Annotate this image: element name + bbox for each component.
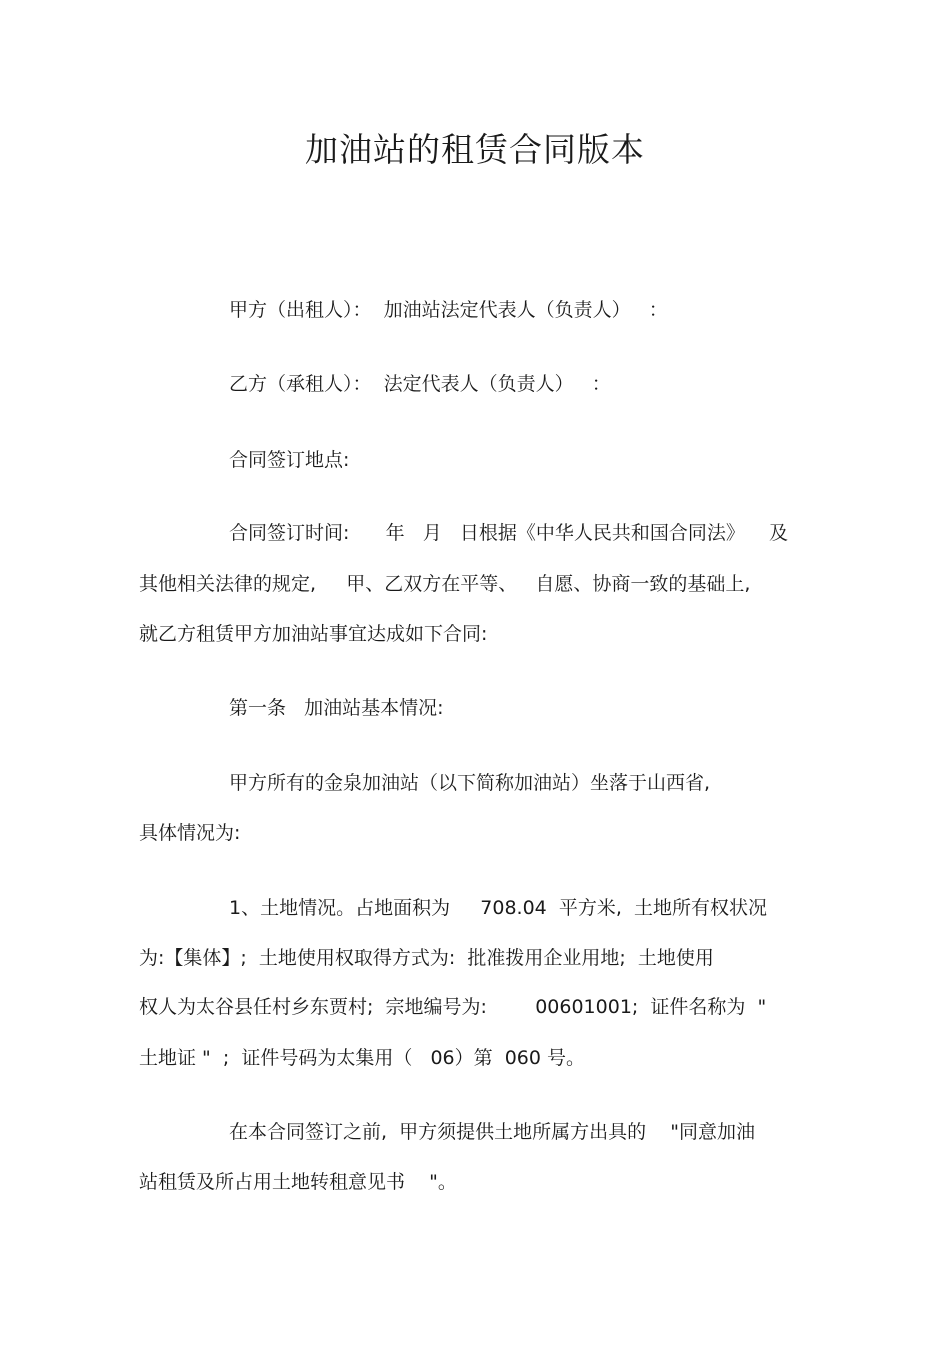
- item-1-line-1: 1、土地情况。占地面积为 708.04 平方米, 土地所有权状况: [229, 897, 767, 919]
- party-a-line: 甲方（出租人）： 加油站法定代表人（负责人） ：: [229, 299, 668, 321]
- preamble-line-1: 合同签订时间: 年 月 日根据《中华人民共和国合同法》 及: [229, 522, 789, 544]
- article-1-intro-line-2: 具体情况为:: [139, 822, 241, 844]
- party-b-line: 乙方（承租人）： 法定代表人（负责人） ：: [229, 373, 611, 395]
- preamble-line-3: 就乙方租赁甲方加油站事宜达成如下合同:: [139, 623, 488, 645]
- pre-signing-line-2: 站租赁及所占用土地转租意见书 "。: [139, 1171, 457, 1193]
- article-1-heading: 第一条 加油站基本情况:: [229, 697, 444, 719]
- document-title: 加油站的租赁合同版本: [305, 130, 645, 169]
- item-1-line-2: 为:【集体】; 土地使用权取得方式为: 批准拨用企业用地; 土地使用: [139, 947, 714, 969]
- preamble-line-2: 其他相关法律的规定, 甲、乙双方在平等、 自愿、协商一致的基础上,: [139, 573, 751, 595]
- pre-signing-line-1: 在本合同签订之前, 甲方须提供土地所属方出具的 "同意加油: [229, 1121, 756, 1143]
- item-1-line-4: 土地证 " ; 证件号码为太集用（ 06）第 060 号。: [139, 1047, 586, 1069]
- sign-place-line: 合同签订地点:: [229, 449, 350, 471]
- item-1-line-3: 权人为太谷县任村乡东贾村; 宗地编号为: 00601001; 证件名称为 ": [139, 996, 767, 1018]
- article-1-intro-line-1: 甲方所有的金泉加油站（以下简称加油站）坐落于山西省,: [229, 772, 711, 794]
